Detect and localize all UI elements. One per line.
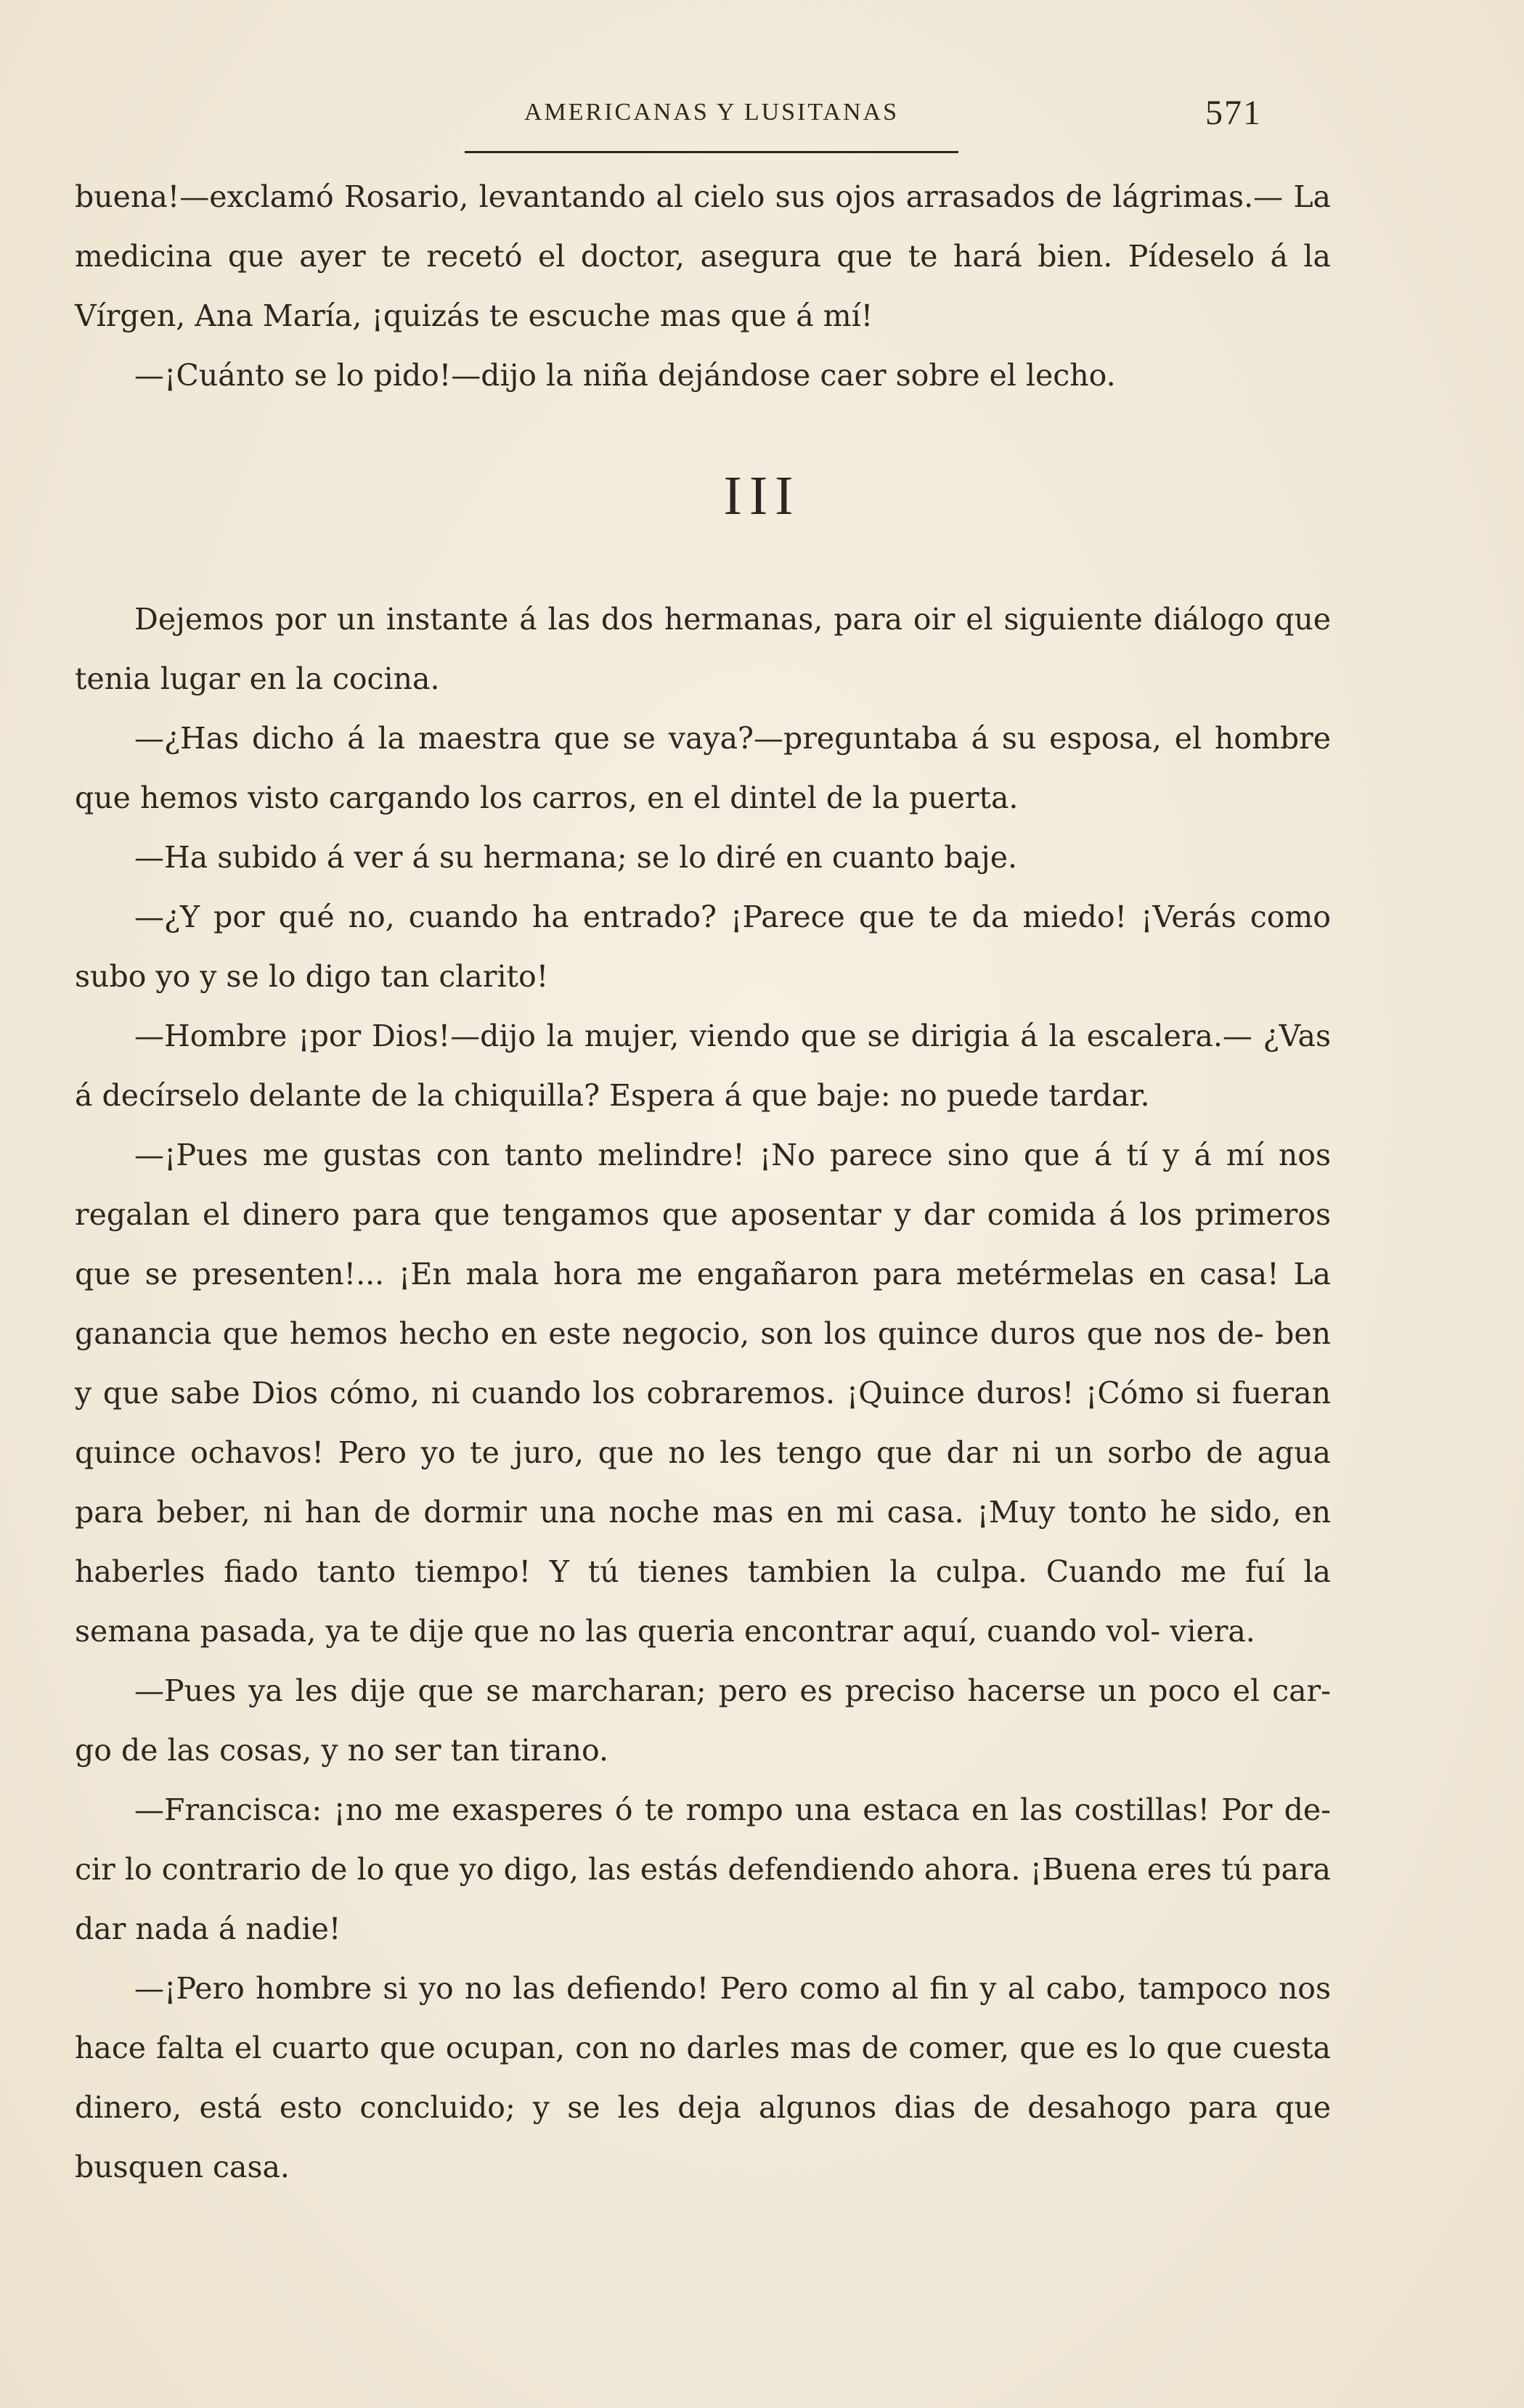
text-block-top	[75, 167, 1331, 405]
paragraph: —¿Has dicho á la maestra que se vaya?—preguntaba á su esposa, el hombre que hemos visto cargando los carros, en el dintel de la puerta.	[75, 721, 1331, 815]
paragraph: Dejemos por un instante á las dos hermanas, para oir el siguiente diálogo que tenia lugar en la cocina.	[75, 602, 1331, 696]
paragraph: buena!—exclamó Rosario, levantando al cielo sus ojos arrasados de lágrimas.— La medicina que ayer te recetó el doctor, asegura que te hará bien. Pídeselo á la Vírgen, Ana María, ¡quizás te escuche mas que á mí!	[75, 179, 1331, 333]
text-block-main	[75, 589, 1331, 2197]
paragraph: —Francisca: ¡no me exasperes ó te rompo una estaca en las costillas! Por de- cir lo contrario de lo que yo digo, las estás defendiendo ahora. ¡Buena eres tú para dar nada á nadie!	[75, 1792, 1331, 1946]
paragraph: —¡Pues me gustas con tanto melindre! ¡No parece sino que á tí y á mí nos regalan el dinero para que tengamos que aposentar y dar comida á los primeros que se presenten!... ¡En mala hora me engañaron para metérmelas en casa! La ganancia que hemos hecho en este negocio, son los quince duros que nos de- ben y que sabe Dios cómo, ni cuando los cobraremos. ¡Quince duros! ¡Cómo si fueran quince ochavos! Pero yo te juro, que no les tengo que dar ni un sorbo de agua para beber, ni han de dormir una noche mas en mi casa. ¡Muy tonto he sido, en haberles fiado tanto tiempo! Y tú tienes tambien la culpa. Cuando me fuí la semana pasada, ya te dije que no las queria encontrar aquí, cuando vol- viera.	[75, 1138, 1331, 1649]
page-number: 571	[1205, 94, 1262, 132]
paragraph: —¡Cuánto se lo pido!—dijo la niña dejándose caer sobre el lecho.	[134, 358, 1116, 393]
header-rule	[465, 151, 958, 153]
paragraph: —Ha subido á ver á su hermana; se lo diré en cuanto baje.	[134, 840, 1018, 875]
paragraph: —¡Pero hombre si yo no las defiendo! Pero como al fin y al cabo, tampoco nos hace falta el cuarto que ocupan, con no darles mas de comer, que es lo que cuesta dinero, está esto concluido; y se les deja algunos dias de desahogo para que busquen casa.	[75, 1971, 1331, 2184]
running-title: AMERICANAS Y LUSITANAS	[523, 99, 899, 126]
paragraph: —Hombre ¡por Dios!—dijo la mujer, viendo que se dirigia á la escalera.— ¿Vas á decírselo delante de la chiquilla? Espera á que baje: no puede tardar.	[75, 1019, 1331, 1113]
section-heading: III	[723, 465, 801, 526]
paragraph: —Pues ya les dije que se marcharan; pero es preciso hacerse un poco el car- go de las cosas, y no ser tan tirano.	[75, 1673, 1331, 1768]
paragraph: —¿Y por qué no, cuando ha entrado? ¡Parece que te da miedo! ¡Verás como subo yo y se lo digo tan clarito!	[75, 899, 1331, 994]
